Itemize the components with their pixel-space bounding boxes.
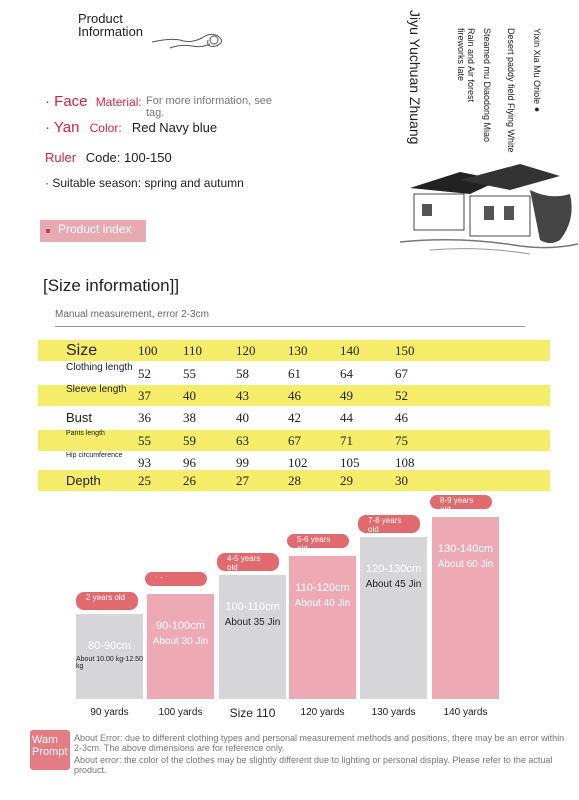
size-row-label: Sleeve length — [66, 384, 127, 395]
size-cell: 37 — [138, 388, 151, 403]
height-bar — [432, 517, 499, 699]
material-row: · Face Material: For more information, see tag. — [45, 93, 272, 119]
size-cell: 40 — [236, 410, 249, 425]
size-cell: 26 — [183, 473, 196, 488]
size-cell: 49 — [340, 388, 353, 403]
size-cell: 108 — [395, 455, 415, 470]
age-pill: 2 years old — [76, 592, 138, 610]
size-cell: 96 — [183, 455, 196, 470]
ink-house-painting — [400, 150, 578, 260]
height-bar — [147, 594, 214, 699]
size-cell: 25 — [138, 473, 151, 488]
size-cell: 99 — [236, 455, 249, 470]
bar-xlabel: 140 yards — [443, 707, 488, 718]
weight-label: About 60 Jin — [437, 559, 494, 570]
product-info-title: Product Information — [78, 11, 144, 39]
disclaimer: About Error: due to different clothing types and personal measurement methods and positions, there may be an error within 2-3cm. The above dimensions are for reference only. About error: the color of the clothes may be slightly different due to lighting or personal display. Please refer to the actual product. — [74, 733, 565, 775]
divider — [55, 326, 525, 327]
height-range: 90-100cm — [156, 620, 205, 632]
height-range: 110-120cm — [295, 582, 350, 594]
bar-xlabel: 90 yards — [90, 707, 129, 718]
size-cell: 52 — [395, 388, 408, 403]
size-cell: 42 — [288, 410, 301, 425]
size-row-label: Size — [66, 342, 98, 359]
size-cell: 100 — [138, 343, 158, 358]
size-cell: 28 — [288, 473, 301, 488]
size-cell: 120 — [236, 343, 256, 358]
weight-label: About 35 Jin — [224, 617, 281, 628]
cloud-swirl-icon — [150, 18, 230, 54]
size-cell: 36 — [138, 410, 151, 425]
size-cell: 93 — [138, 455, 151, 470]
size-row-label: Depth — [66, 473, 101, 488]
size-cell: 64 — [340, 366, 353, 381]
height-range: 130-140cm — [437, 543, 494, 555]
weight-label: About 10.00 kg-12.50 kg — [76, 656, 143, 670]
size-cell: 52 — [138, 366, 151, 381]
size-cell: 27 — [236, 473, 249, 488]
size-row-label: Clothing length — [66, 362, 133, 373]
size-cell: 46 — [288, 388, 301, 403]
size-cell: 75 — [395, 433, 408, 448]
size-cell: 43 — [236, 388, 249, 403]
size-cell: 67 — [288, 433, 301, 448]
size-cell: 29 — [340, 473, 353, 488]
size-cell: 40 — [183, 388, 196, 403]
size-cell: 102 — [288, 455, 308, 470]
size-cell: 105 — [340, 455, 360, 470]
size-info-title: [Size information]] — [43, 276, 180, 295]
warn-prompt-badge: Warn Prompt — [30, 730, 70, 770]
size-row-label: Pants length — [66, 430, 105, 437]
size-cell: 55 — [183, 366, 196, 381]
season-row: · Suitable season: spring and autumn — [45, 176, 244, 190]
size-row — [38, 470, 550, 491]
height-range: 120-130cm — [365, 563, 422, 575]
size-cell: 61 — [288, 366, 301, 381]
age-pill: 7-8 years old — [358, 515, 420, 533]
size-info-subtitle: Manual measurement, error 2-3cm — [55, 309, 209, 320]
size-row-label: Bust — [66, 410, 93, 425]
weight-label: About 40 Jin — [294, 598, 351, 609]
poem-title: Jiyu Yuchuan Zhuang — [407, 10, 423, 145]
bar-xlabel: 100 yards — [158, 707, 203, 718]
size-cell: 110 — [183, 343, 203, 358]
size-cell: 44 — [340, 410, 353, 425]
age-pill: · · — [145, 572, 207, 586]
size-cell: 140 — [340, 343, 360, 358]
product-index-button[interactable]: Product index — [40, 220, 146, 242]
size-row — [38, 430, 550, 451]
bar-xlabel: Size 110 — [229, 706, 276, 720]
poem-line-4: Rain and Air forest — [466, 28, 476, 103]
size-cell: 59 — [183, 433, 196, 448]
poem-line-5: fireworks late — [456, 28, 466, 82]
size-row — [38, 340, 550, 361]
size-cell: 150 — [395, 343, 415, 358]
size-cell: 58 — [236, 366, 249, 381]
age-pill: 8-9 years old — [430, 495, 492, 509]
size-cell: 55 — [138, 433, 151, 448]
size-cell: 67 — [395, 366, 408, 381]
weight-label: About 30 Jin — [152, 636, 209, 647]
height-bar — [76, 614, 143, 699]
size-cell: 63 — [236, 433, 249, 448]
poem-line-1: Yixin Xia Mu Oriole● — [532, 28, 542, 115]
size-cell: 38 — [183, 410, 196, 425]
size-row — [38, 407, 550, 428]
color-row: · Yan Color: Red Navy blue — [45, 119, 218, 136]
weight-label: About 45 Jin — [365, 579, 422, 590]
height-bar — [360, 537, 427, 699]
size-row — [38, 363, 550, 384]
height-bar — [289, 556, 356, 699]
bar-xlabel: 120 yards — [300, 707, 345, 718]
size-cell: 46 — [395, 410, 408, 425]
size-cell: 71 — [340, 433, 353, 448]
size-cell: 130 — [288, 343, 308, 358]
size-row — [38, 385, 550, 406]
height-range: 80-90cm — [88, 640, 131, 652]
height-bar — [219, 575, 286, 699]
size-row-label: Hip circumference — [66, 452, 123, 459]
bar-xlabel: 130 yards — [371, 707, 416, 718]
age-pill: 5-6 years old — [287, 534, 349, 548]
code-row: Ruler Code: 100-150 — [45, 150, 172, 165]
age-pill: 4-5 years old — [217, 553, 279, 571]
height-range: 100-110cm — [225, 601, 280, 613]
size-cell: 30 — [395, 473, 408, 488]
poem-line-2: Desert paddy field Flying White — [506, 28, 516, 153]
poem-line-3: Steamed mu Diaodong Miao — [482, 28, 492, 143]
